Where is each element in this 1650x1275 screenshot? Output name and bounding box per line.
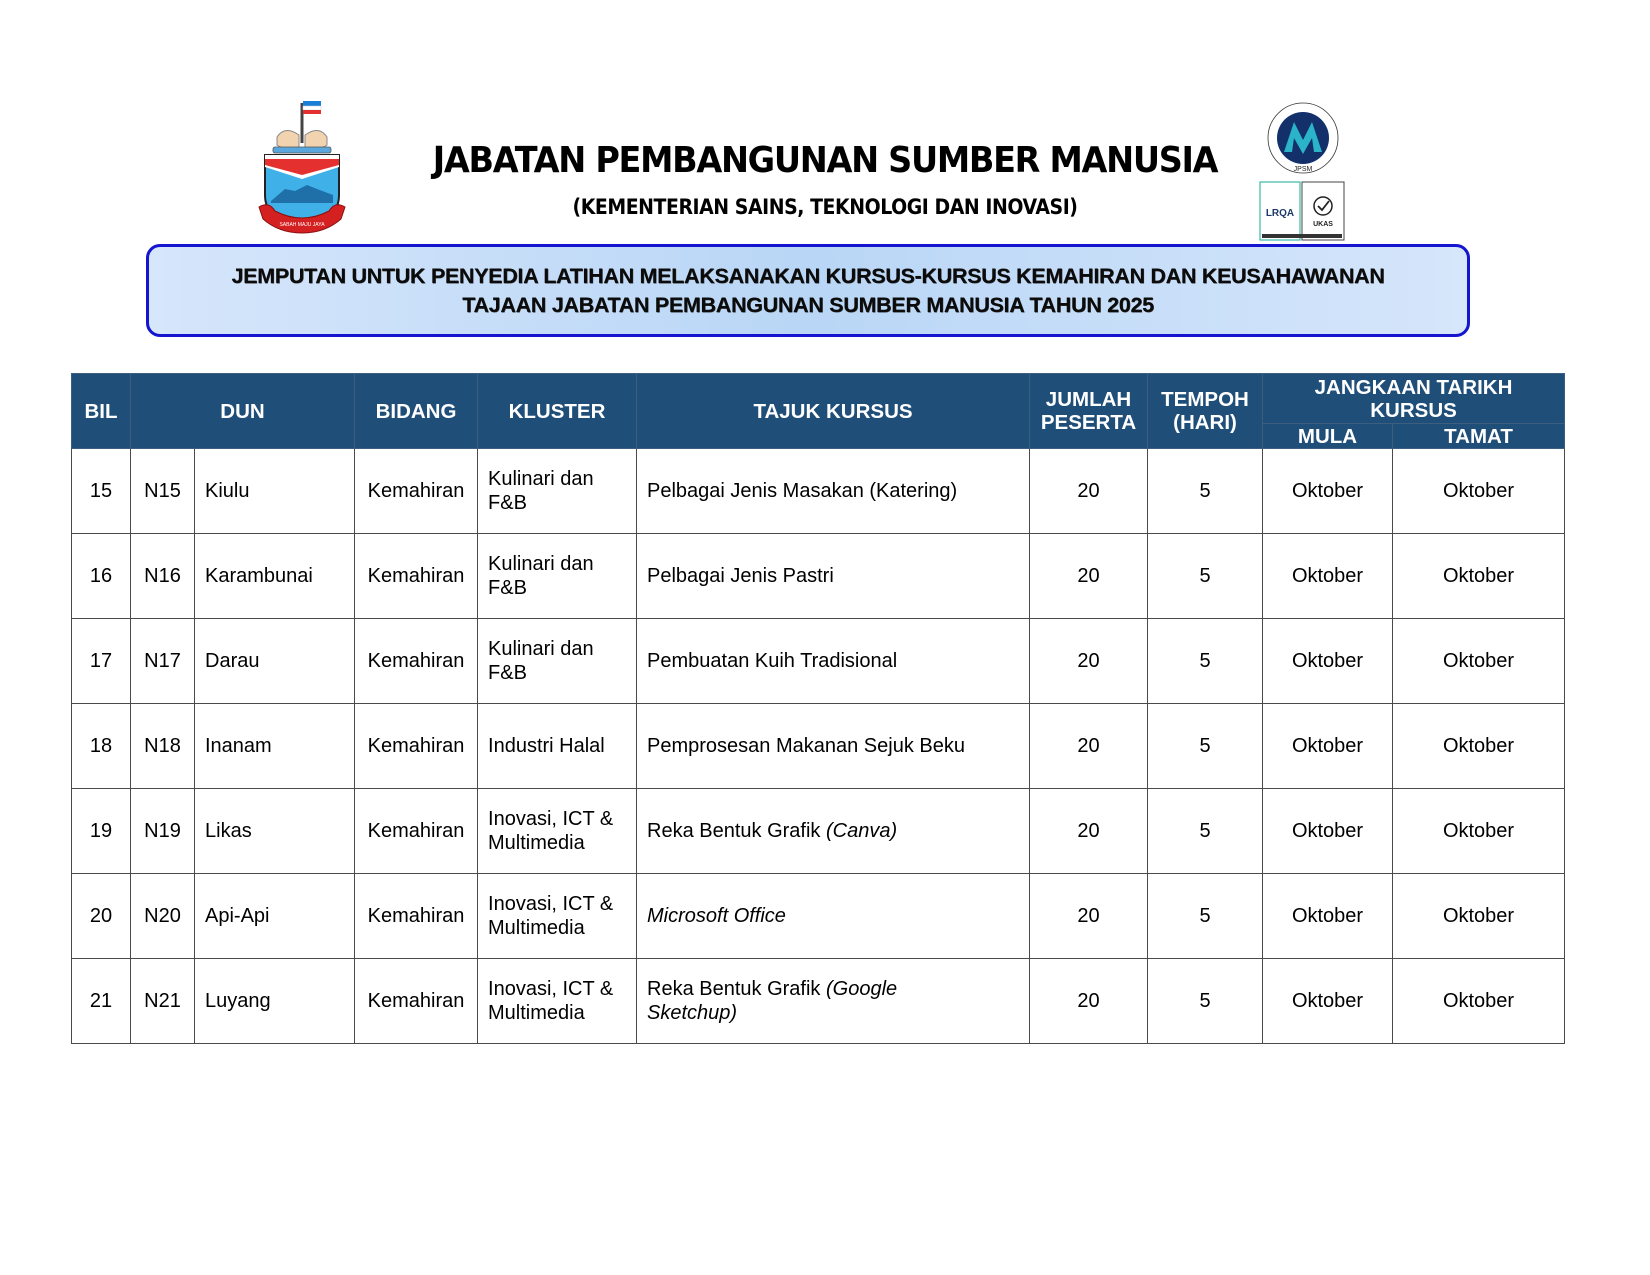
sabah-coat-of-arms-logo	[255, 95, 350, 235]
sabah-coat-of-arms-icon	[255, 95, 350, 235]
svg-text:LRQA: LRQA	[1265, 208, 1295, 219]
header-jangkaan-line-2: KURSUS	[1370, 398, 1457, 422]
table-row	[72, 959, 1565, 1044]
cell-dun-name: Inanam	[195, 704, 355, 789]
cell-tempoh: 5	[1148, 704, 1263, 789]
cell-dun-code: N16	[131, 534, 195, 619]
kluster-line-2: Multimedia	[488, 1002, 585, 1024]
kluster-line-2: F&B	[488, 492, 527, 514]
header-tempoh-hari	[1148, 374, 1263, 449]
cell-tajuk-kursus	[637, 449, 1030, 534]
header-mula: MULA	[1263, 424, 1393, 449]
cell-mula: Oktober	[1263, 704, 1393, 789]
tajuk-line-1	[647, 649, 1019, 673]
header-jumlah-line-1: JUMLAH	[1045, 388, 1132, 411]
header-tamat: TAMAT	[1393, 424, 1565, 449]
tajuk-line-1	[647, 904, 1019, 928]
cell-bidang: Kemahiran	[355, 874, 478, 959]
cell-jumlah-peserta: 20	[1030, 874, 1148, 959]
kluster-line-2: F&B	[488, 577, 527, 599]
cell-tempoh: 5	[1148, 874, 1263, 959]
cell-kluster	[478, 449, 637, 534]
cell-dun-name: Api-Api	[195, 874, 355, 959]
table-row	[72, 534, 1565, 619]
cell-tamat: Oktober	[1393, 619, 1565, 704]
cell-dun-code: N20	[131, 874, 195, 959]
cell-bil: 20	[72, 874, 131, 959]
cell-bil: 21	[72, 959, 131, 1044]
cell-jumlah-peserta: 20	[1030, 449, 1148, 534]
cell-dun-code: N19	[131, 789, 195, 874]
cell-dun-code: N17	[131, 619, 195, 704]
kluster-line-1: Industri Halal	[488, 735, 605, 757]
table-row	[72, 704, 1565, 789]
kluster-line-2: Multimedia	[488, 917, 585, 939]
cell-dun-code: N18	[131, 704, 195, 789]
cell-dun-code: N21	[131, 959, 195, 1044]
cell-kluster	[478, 619, 637, 704]
cell-tempoh: 5	[1148, 534, 1263, 619]
cell-tamat: Oktober	[1393, 534, 1565, 619]
cell-tajuk-kursus	[637, 874, 1030, 959]
cell-mula: Oktober	[1263, 789, 1393, 874]
cell-jumlah-peserta: 20	[1030, 704, 1148, 789]
tajuk-plain: Pemprosesan Makanan Sejuk Beku	[647, 735, 965, 757]
header-tempoh-line-2: (HARI)	[1173, 411, 1237, 434]
kluster-line-1: Inovasi, ICT &	[488, 978, 614, 1000]
department-title: JABATAN PEMBANGUNAN SUMBER MANUSIA	[432, 140, 1218, 181]
tajuk-line-1	[647, 734, 1019, 758]
tajuk-line-1	[647, 977, 1019, 1001]
header-dun: DUN	[131, 374, 355, 449]
tajuk-line-1	[647, 479, 1019, 503]
cell-jumlah-peserta: 20	[1030, 534, 1148, 619]
cell-bil: 18	[72, 704, 131, 789]
cell-tamat: Oktober	[1393, 704, 1565, 789]
table-row	[72, 874, 1565, 959]
header-jumlah-peserta	[1030, 374, 1148, 449]
tajuk-italic: (Google	[825, 978, 898, 1000]
header-bidang: BIDANG	[355, 374, 478, 449]
cell-tamat: Oktober	[1393, 449, 1565, 534]
kluster-line-2: Multimedia	[488, 832, 585, 854]
cell-bil: 15	[72, 449, 131, 534]
cell-tajuk-kursus	[637, 704, 1030, 789]
cell-tajuk-kursus	[637, 959, 1030, 1044]
cell-kluster	[478, 874, 637, 959]
header-jangkaan-tarikh-kursus	[1263, 374, 1565, 424]
tajuk-italic: Microsoft Office	[647, 905, 786, 927]
cell-kluster	[478, 959, 637, 1044]
kluster-line-1: Inovasi, ICT &	[488, 893, 614, 915]
table-row	[72, 619, 1565, 704]
svg-text:SABAH MAJU JAYA: SABAH MAJU JAYA	[279, 222, 325, 228]
cell-bidang: Kemahiran	[355, 704, 478, 789]
cell-jumlah-peserta: 20	[1030, 619, 1148, 704]
course-table	[71, 373, 1565, 1044]
cell-kluster	[478, 704, 637, 789]
header-kluster: KLUSTER	[478, 374, 637, 449]
cell-tamat: Oktober	[1393, 874, 1565, 959]
header-bil: BIL	[72, 374, 131, 449]
kluster-line-1: Kulinari dan	[488, 638, 594, 660]
tajuk-plain: Pelbagai Jenis Masakan (Katering)	[647, 480, 958, 502]
cell-bidang: Kemahiran	[355, 959, 478, 1044]
svg-text:JPSM: JPSM	[1293, 166, 1313, 173]
cell-tajuk-kursus	[637, 789, 1030, 874]
kluster-line-1: Kulinari dan	[488, 553, 594, 575]
cell-tamat: Oktober	[1393, 959, 1565, 1044]
cell-kluster	[478, 789, 637, 874]
tajuk-plain: Pembuatan Kuih Tradisional	[647, 650, 898, 672]
banner-line-1: JEMPUTAN UNTUK PENYEDIA LATIHAN MELAKSANAKAN KURSUS-KURSUS KEMAHIRAN DAN KEUSAHAWANAN	[231, 263, 1385, 288]
cell-jumlah-peserta: 20	[1030, 959, 1148, 1044]
kluster-line-1: Kulinari dan	[488, 468, 594, 490]
kluster-line-2: F&B	[488, 662, 527, 684]
tajuk-line-1	[647, 564, 1019, 588]
cell-bil: 16	[72, 534, 131, 619]
cell-tamat: Oktober	[1393, 789, 1565, 874]
table-row	[72, 789, 1565, 874]
invitation-banner	[146, 244, 1470, 337]
cell-kluster	[478, 534, 637, 619]
header-tajuk-kursus: TAJUK KURSUS	[637, 374, 1030, 449]
header-tempoh-line-1: TEMPOH	[1161, 388, 1249, 411]
cell-mula: Oktober	[1263, 619, 1393, 704]
tajuk-italic: (Canva)	[825, 820, 898, 842]
cell-dun-name: Luyang	[195, 959, 355, 1044]
cell-mula: Oktober	[1263, 874, 1393, 959]
tajuk-plain: Pelbagai Jenis Pastri	[647, 565, 834, 587]
cell-mula: Oktober	[1263, 449, 1393, 534]
kluster-line-1: Inovasi, ICT &	[488, 808, 614, 830]
tajuk-plain: Reka Bentuk Grafik	[647, 820, 826, 842]
tajuk-line-1	[647, 819, 1019, 843]
tajuk-plain: Reka Bentuk Grafik	[647, 978, 826, 1000]
tajuk-line-2: Sketchup)	[647, 1002, 738, 1024]
jpsm-emblem-icon	[1258, 100, 1348, 245]
cell-tajuk-kursus	[637, 534, 1030, 619]
cell-mula: Oktober	[1263, 534, 1393, 619]
cell-tempoh: 5	[1148, 959, 1263, 1044]
cell-tajuk-kursus	[637, 619, 1030, 704]
cell-tempoh: 5	[1148, 449, 1263, 534]
banner-line-2: TAJAAN JABATAN PEMBANGUNAN SUMBER MANUSIA TAHUN 2025	[462, 292, 1154, 317]
cell-bil: 17	[72, 619, 131, 704]
cell-dun-name: Karambunai	[195, 534, 355, 619]
cell-bidang: Kemahiran	[355, 619, 478, 704]
cell-dun-code: N15	[131, 449, 195, 534]
cell-bidang: Kemahiran	[355, 449, 478, 534]
cell-dun-name: Likas	[195, 789, 355, 874]
header-jumlah-line-2: PESERTA	[1040, 411, 1137, 434]
cell-bidang: Kemahiran	[355, 534, 478, 619]
cell-bil: 19	[72, 789, 131, 874]
cell-tempoh: 5	[1148, 619, 1263, 704]
cell-jumlah-peserta: 20	[1030, 789, 1148, 874]
cell-dun-name: Darau	[195, 619, 355, 704]
cell-bidang: Kemahiran	[355, 789, 478, 874]
cell-dun-name: Kiulu	[195, 449, 355, 534]
table-row	[72, 449, 1565, 534]
ministry-subtitle: (KEMENTERIAN SAINS, TEKNOLOGI DAN INOVASI)	[572, 195, 1078, 219]
cell-tempoh: 5	[1148, 789, 1263, 874]
svg-text:UKAS: UKAS	[1313, 221, 1333, 228]
cell-mula: Oktober	[1263, 959, 1393, 1044]
header-jangkaan-line-1: JANGKAAN TARIKH	[1314, 375, 1513, 399]
jpsm-logo	[1258, 100, 1348, 245]
